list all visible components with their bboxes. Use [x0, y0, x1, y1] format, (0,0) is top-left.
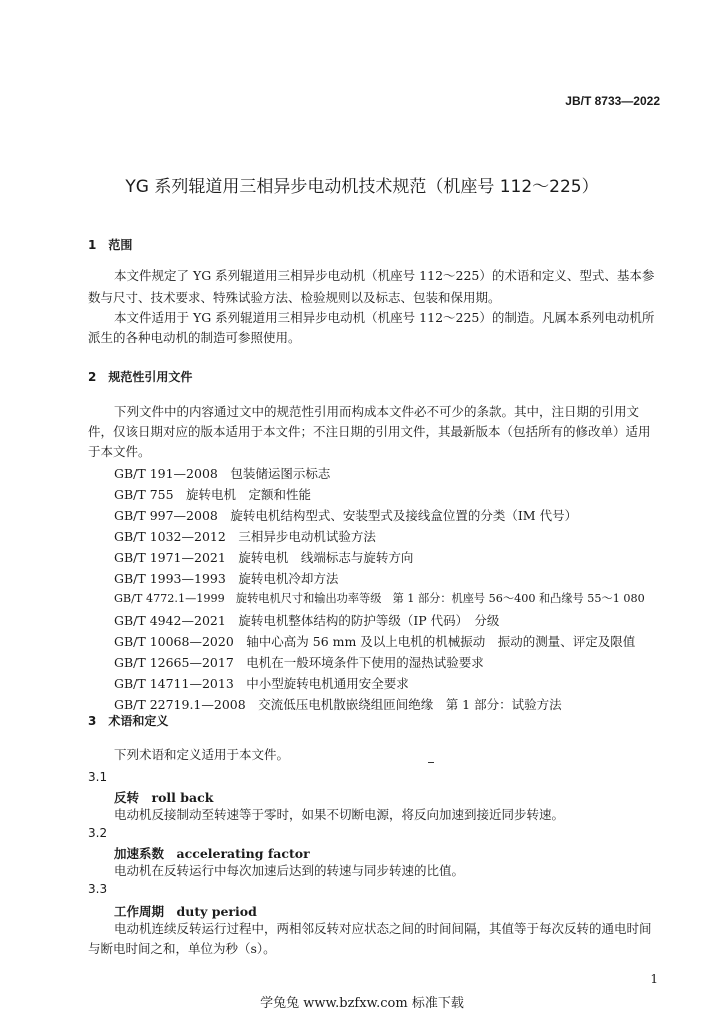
section-3-intro: 下列术语和定义适用于本文件。 — [114, 747, 290, 762]
section-2-paragraph-line-1: 下列文件中的内容通过文中的规范性引用而构成本文件必不可少的条款。其中，注日期的引用文 — [114, 404, 640, 419]
reference-item: GB/T 22719.1—2008 交流低压电机散嵌绕组匝间绝缘 第 1 部分：试验方法 — [114, 697, 562, 712]
section-2-paragraph-line-2: 件，仅该日期对应的版本适用于本文件；不注日期的引用文件，其最新版本（包括所有的修改单）适用 — [88, 424, 651, 439]
stray-mark — [428, 762, 434, 763]
footer-watermark: 学兔兔 www.bzfxw.com 标准下载 — [260, 996, 464, 1011]
section-1-paragraph-1-line-2: 数与尺寸、技术要求、特殊试验方法、检验规则以及标志、包装和保用期。 — [88, 290, 501, 305]
reference-item: GB/T 4942—2021 旋转电机整体结构的防护等级（IP 代码） 分级 — [114, 613, 500, 628]
section-1-paragraph-2-line-1: 本文件适用于 YG 系列辊道用三相异步电动机（机座号 112～225）的制造。凡属本系列电动机所 — [114, 310, 655, 325]
section-1-paragraph-1-line-1: 本文件规定了 YG 系列辊道用三相异步电动机（机座号 112～225）的术语和定义、型式、基本参 — [114, 268, 655, 283]
reference-item: GB/T 1993—1993 旋转电机冷却方法 — [114, 571, 339, 586]
reference-item: GB/T 997—2008 旋转电机结构型式、安装型式及接线盒位置的分类（IM 代号） — [114, 508, 578, 523]
term-definition-line-1: 电动机连续反转运行过程中，两相邻反转对应状态之间的时间间隔，其值等于每次反转的通电时间 — [114, 921, 652, 936]
page-number: 1 — [650, 972, 658, 986]
reference-item: GB/T 14711—2013 中小型旋转电机通用安全要求 — [114, 676, 409, 691]
reference-item: GB/T 755 旋转电机 定额和性能 — [114, 487, 312, 502]
term-number: 3.1 — [88, 770, 108, 784]
reference-item: GB/T 10068—2020 轴中心高为 56 mm 及以上电机的机械振动 振动的测量、评定及限值 — [114, 634, 636, 649]
section-2-heading: 2 规范性引用文件 — [88, 370, 193, 384]
term-definition-line-1: 电动机反接制动至转速等于零时，如果不切断电源，将反向加速到接近同步转速。 — [114, 807, 565, 822]
term-name: 工作周期 duty period — [114, 904, 257, 919]
term-number: 3.2 — [88, 826, 108, 840]
term-name: 反转 roll back — [114, 790, 214, 805]
reference-item: GB/T 1971—2021 旋转电机 线端标志与旋转方向 — [114, 550, 414, 565]
document-title: YG 系列辊道用三相异步电动机技术规范（机座号 112～225） — [125, 177, 599, 197]
reference-item: GB/T 1032—2012 三相异步电动机试验方法 — [114, 529, 376, 544]
section-1-heading: 1 范围 — [88, 238, 133, 252]
section-3-heading: 3 术语和定义 — [88, 714, 169, 728]
section-1-paragraph-2-line-2: 派生的各种电动机的制造可参照使用。 — [88, 330, 301, 345]
term-name: 加速系数 accelerating factor — [114, 846, 310, 861]
term-definition-line-2: 与断电时间之和，单位为秒（s）。 — [88, 941, 276, 956]
term-number: 3.3 — [88, 882, 108, 896]
reference-item: GB/T 4772.1—1999 旋转电机尺寸和输出功率等级 第 1 部分：机座号 56～400 和凸缘号 55～1 080 — [114, 592, 645, 605]
reference-item: GB/T 191—2008 包装储运图示标志 — [114, 466, 331, 481]
section-2-paragraph-line-3: 于本文件。 — [88, 444, 151, 459]
reference-item: GB/T 12665—2017 电机在一般环境条件下使用的湿热试验要求 — [114, 655, 484, 670]
term-definition-line-1: 电动机在反转运行中每次加速后达到的转速与同步转速的比值。 — [114, 863, 465, 878]
standard-number: JB/T 8733—2022 — [565, 94, 660, 108]
